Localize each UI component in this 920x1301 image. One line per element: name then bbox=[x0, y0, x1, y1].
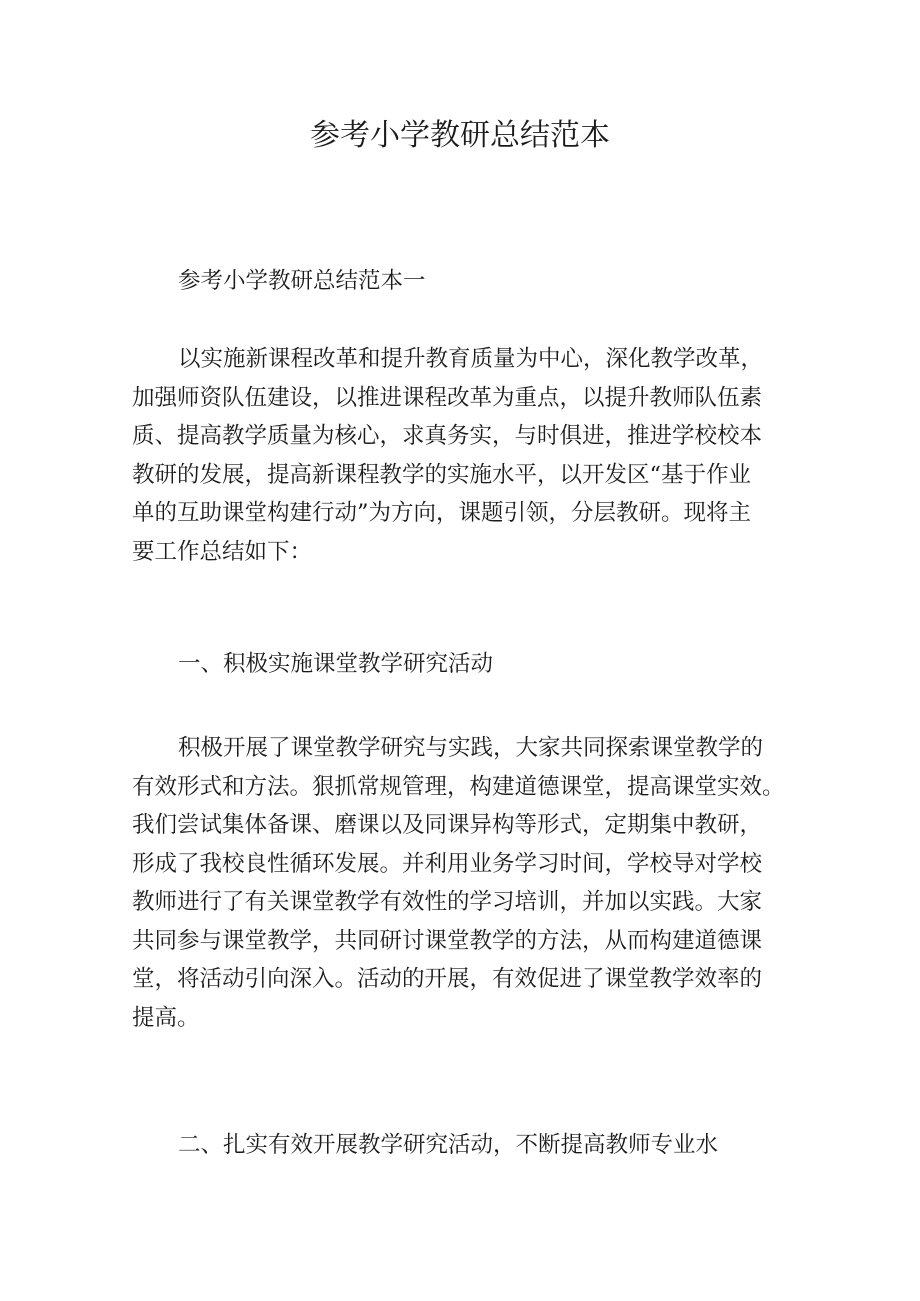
paragraph-line: 单的互助课堂构建行动”为方向，课题引领，分层教研。现将主 bbox=[132, 500, 752, 526]
paragraph-line: 我们尝试集体备课、磨课以及同课异构等形式，定期集中教研， bbox=[132, 812, 763, 838]
section-heading-2 bbox=[132, 1126, 822, 1165]
paragraph-line: 堂，将活动引向深入。活动的开展，有效促进了课堂教学效率的 bbox=[132, 966, 763, 992]
paragraph-line: 形成了我校良性循环发展。并利用业务学习时间，学校导对学校 bbox=[132, 850, 763, 877]
paragraph-line: 共同参与课堂教学，共同研讨课堂教学的方法，从而构建道德课 bbox=[132, 927, 763, 954]
paragraph-line: 质、提高教学质量为核心，求真务实，与时俱进，推进学校校本 bbox=[132, 423, 763, 449]
section-1-paragraph bbox=[132, 729, 822, 1037]
section-subtitle bbox=[132, 262, 822, 301]
paragraph-line: 积极开展了课堂教学研究与实践，大家共同探索课堂教学的 bbox=[178, 735, 764, 761]
subtitle-text: 参考小学教研总结范本一 bbox=[178, 268, 426, 294]
paragraph-line: 提高。 bbox=[132, 1004, 200, 1031]
paragraph-line: 教研的发展，提高新课程教学的实施水平，以开发区“基于作业 bbox=[132, 461, 752, 488]
document-title: 参考小学教研总结范本 bbox=[310, 118, 610, 153]
heading-text: 二、扎实有效开展教学研究活动，不断提高教师专业水 bbox=[178, 1132, 719, 1158]
paragraph-line: 以实施新课程改革和提升教育质量为中心，深化教学改革， bbox=[178, 346, 764, 372]
paragraph-line: 教师进行了有关课堂教学有效性的学习培训，并加以实践。大家 bbox=[132, 889, 763, 915]
paragraph-line: 加强师资队伍建设，以推进课程改革为重点，以提升教师队伍素 bbox=[132, 384, 763, 411]
paragraph-line: 要工作总结如下： bbox=[132, 538, 313, 565]
section-heading-1 bbox=[132, 645, 822, 684]
intro-paragraph bbox=[132, 340, 822, 571]
heading-text: 一、积极实施课堂教学研究活动 bbox=[178, 651, 494, 677]
paragraph-line: 有效形式和方法。狠抓常规管理，构建道德课堂，提高课堂实效。 bbox=[132, 773, 785, 800]
